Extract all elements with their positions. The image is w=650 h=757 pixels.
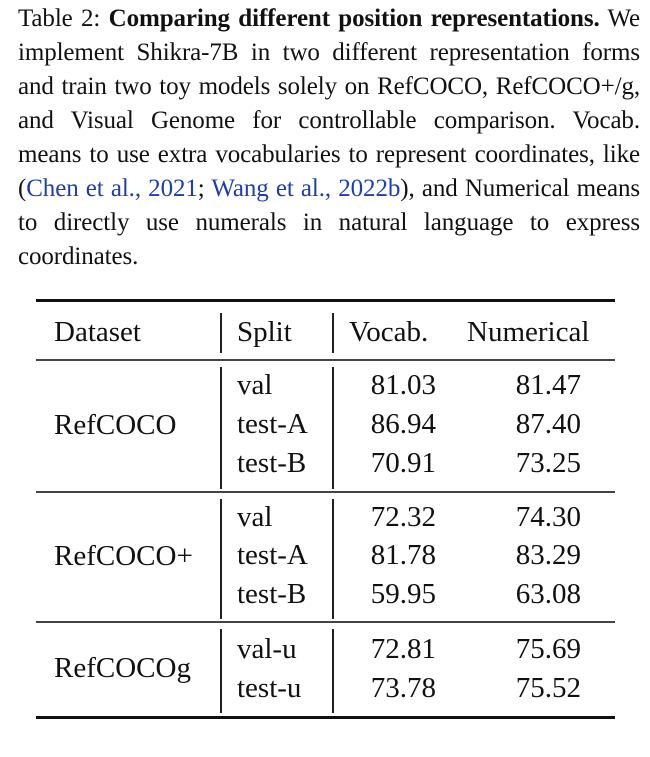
- split-cell: test-u: [237, 672, 302, 704]
- comparison-table: [36, 299, 615, 719]
- split-cell: test-A: [237, 408, 308, 440]
- citation-wang-2022b[interactable]: Wang et al., 2022b: [211, 175, 401, 202]
- dataset-refcoco-plus: RefCOCO+: [54, 540, 193, 572]
- table-caption: Table 2: Comparing different position representations. We implement Shikra-7B in two different representation forms and train two toy models solely on RefCOCO, RefCOCO+/g, and Visual Genome for controllable comparison. Vocab. means to use extra vocabularies to represent coordinates, like (Chen et al., 2021; Wang et al., 2022b), and Numerical means to directly use numerals in natural language to express coordinates.: [18, 5, 641, 270]
- header-numerical: Numerical: [467, 316, 590, 348]
- split-cell: test-B: [237, 447, 307, 479]
- caption-title: Comparing different position representations.: [108, 5, 600, 32]
- numerical-cell: 74.30: [515, 501, 581, 533]
- caption-text-1: We implement Shikra-7B in two different representation forms and train two toy models solely on RefCOCO, RefCOCO+/g, and Visual Genome for controllable comparison. Vocab. means to use extra vocabularies to represent coordinates, like (: [18, 5, 641, 202]
- numerical-cell: 75.69: [515, 633, 581, 665]
- vocab-cell: 72.81: [370, 633, 436, 665]
- header-rule: [36, 359, 615, 361]
- group-rule-2: [36, 621, 615, 623]
- caption-text-2: ), and Numerical means to directly use numerals in natural language to express coordinates.: [18, 175, 640, 270]
- dataset-refcocog: RefCOCOg: [54, 652, 191, 684]
- table-top-rule: [36, 299, 615, 302]
- numerical-cell: 73.25: [515, 447, 581, 479]
- vocab-cell: 59.95: [370, 578, 436, 610]
- vocab-cell: 70.91: [370, 447, 436, 479]
- group-rule-1: [36, 491, 615, 493]
- split-cell: test-A: [237, 539, 308, 571]
- citation-chen-2021[interactable]: Chen et al., 2021: [26, 175, 198, 202]
- table-bottom-rule: [36, 716, 615, 719]
- numerical-cell: 75.52: [515, 672, 581, 704]
- vocab-cell: 81.78: [370, 539, 436, 571]
- header-dataset: Dataset: [54, 316, 141, 348]
- vocab-cell: 81.03: [370, 369, 436, 401]
- vocab-cell: 72.32: [370, 501, 436, 533]
- split-cell: test-B: [237, 578, 307, 610]
- numerical-cell: 81.47: [515, 369, 581, 401]
- split-cell: val: [237, 369, 273, 401]
- numerical-cell: 87.40: [515, 408, 581, 440]
- split-cell: val: [237, 501, 273, 533]
- dataset-refcoco: RefCOCO: [54, 409, 177, 441]
- header-split: Split: [237, 316, 292, 348]
- split-cell: val-u: [237, 633, 297, 665]
- numerical-cell: 83.29: [515, 539, 581, 571]
- vocab-cell: 73.78: [370, 672, 436, 704]
- caption-label: Table 2:: [18, 5, 101, 32]
- numerical-cell: 63.08: [515, 578, 581, 610]
- vocab-cell: 86.94: [370, 408, 436, 440]
- header-vocab: Vocab.: [349, 316, 429, 348]
